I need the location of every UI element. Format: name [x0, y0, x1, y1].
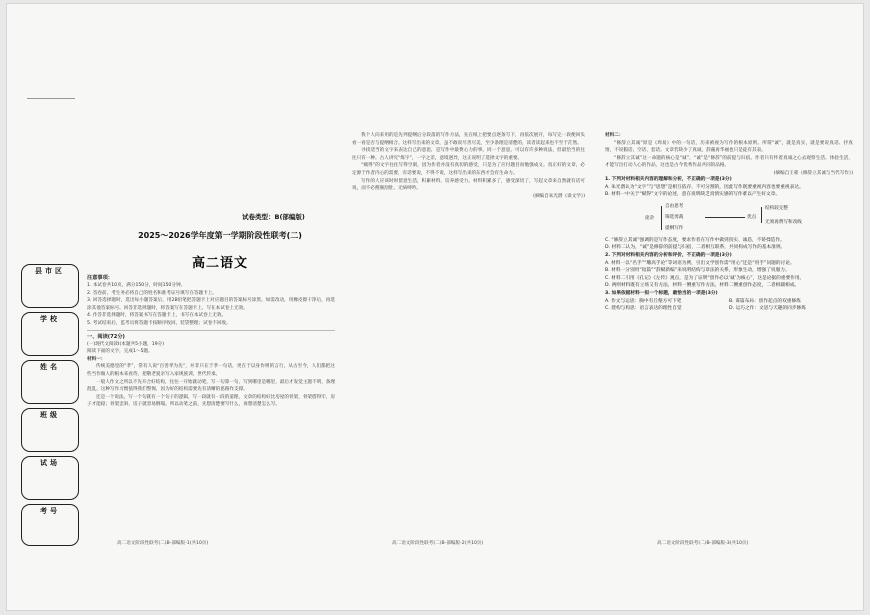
paragraph: 传统美德里的“孝”，常有人说“百善孝为先”，并非只在于孝一句话，更在于以身作则的言行，从古至今，人们都把这些当作做人的根本来看待，把敬老爱亲写入家规族训，世代传承。 [87, 364, 335, 377]
option-row [605, 298, 853, 306]
option: B. 材料一中关于“赋得”文字的论述，意在说明缺乏真情实感的写作难以产生好文章。 [605, 192, 781, 198]
option-row [605, 305, 853, 313]
note-item: 1. 本试卷共10页，满分150分，时间150分钟。 [87, 283, 186, 288]
question-1: 1. 下列对材料相关内容的理解和分析，不正确的一项是(3分) [605, 176, 732, 182]
name-label: 姓名 [40, 363, 60, 371]
diagram-step: 自由思考 [665, 203, 684, 209]
diagram-step: 提纲写作 [665, 225, 684, 231]
option: D. 两则材料既有立场又有方法，材料一侧重写作方法，材料二侧重创作态度，二者相辅相成。 [605, 283, 800, 289]
source-citation: (摘编自王蒙《修辞立其诚与当代写作》) [773, 170, 853, 176]
column-2 [352, 132, 585, 199]
diagram-result: 无须再费写和改线 [765, 219, 802, 225]
exam-title: 2025～2026学年度第一学期阶段性联考(二) [138, 231, 302, 240]
option: A. 朱光潜认为“文字”与“思想”是相互依存、不可分割的，因此写作既要重视内容也要重视表达。 [605, 184, 804, 190]
binding-info-strip [21, 264, 79, 546]
option: C. 建构与构思：语言表达的理性自觉 [605, 306, 682, 312]
diagram-out: 优点 [747, 214, 757, 220]
column-3 [605, 132, 853, 313]
page-footer-3: 高二语文阶段性联考(二)B-部编版-3(共10页) [657, 541, 749, 546]
paragraph: 写作的人应该时时留意生活，积累材料，培养感受力。材料积累多了，感受深切了，写起文章来自然就有话可说，而不必搜肠刮肚、无病呻吟。 [352, 178, 585, 192]
exam-sheet [6, 3, 864, 611]
paragraph: 还是一个说法，写一个句就有一个句子的逻辑，写一段就有一段的道理，文章的结构好比房屋的骨架，骨架搭得牢，房子才能稳；骨架歪斜，房子就容易倒塌。所以动笔之前，先想清楚要写什么，再想清楚怎么写。 [87, 394, 335, 408]
source-citation: (摘编自朱光潜《谈文学》) [533, 193, 585, 199]
diagram-left: 庞杂 [645, 215, 655, 221]
paragraph: “赋得”的文字往往写得空洞，因为作者并没有真切的感受，只是为了应付题目而勉强成文。真正好的文章，必定源于作者内心的需要，有话要说，不得不说，这样写出来的东西才会有生命力。 [352, 163, 585, 176]
subject-title: 高二语文 [191, 256, 248, 271]
option: C. 材料二引用《孔记》《左传》观点，是为了证明“创作必以‘诚’为核心”，这是论据的重要作用。 [605, 275, 805, 281]
school-label: 学校 [40, 315, 60, 323]
notes-heading: 注意事项： [87, 275, 113, 281]
paragraph: “修辞立其诚”这一命题的核心是“诚”，“诚”是“修辞”的前提与归宿。作者只有怀着真诚之心去观察生活、体验生活，才能写出打动人心的作品，这也是古今优秀作品共同的品格。 [605, 155, 853, 169]
binding-divider [27, 98, 75, 99]
option: D. 材料二认为，“诚”是修辞的前提与归宿，二者相互联系，共同构成写作的基本准则。 [605, 245, 786, 251]
note-item: 2. 答卷前，考生务必将自己的姓名和准考证号填写在答题卡上。 [87, 290, 217, 296]
note-item: 4. 作答非选择题时，将答案书写在答题卡上，书写在本试卷上无效。 [87, 313, 227, 319]
option: C. “修辞立其诚”强调的是写作态度，要求作者在写作中做到真实、诚恳，不矫揉造作。 [605, 237, 785, 243]
note-item: 3. 回答选择题时，选出每小题答案后，用2B铅笔把答题卡上对应题目的答案标号涂黑。如需改动，用橡皮擦干净后，再选涂其他答案标号。回答非选择题时，将答案写在答题卡上，写在本试卷上无效。 [87, 298, 335, 311]
column-1 [87, 274, 335, 409]
note-item: 5. 考试结束后，监考员将答题卡按顺序收回，装袋整理；试卷不回收。 [87, 320, 231, 326]
question-3: 3. 如果依据材料一拟一个标题，最恰当的一项是(3分) [605, 290, 718, 296]
option: A. 材料一以“名手”“雕高手论”等词语为例，引出文学创作需“用心”还是“用手”问题的讨论。 [605, 260, 795, 266]
exam-room-label: 试场 [40, 459, 60, 467]
paragraph: 我个人向来用的是先列提纲后分段落的写作方法，先在纸上把要点逐条写下，再依次展开，每写完一段便回头看一看是否与提纲相合。这样写出来的文章，虽不敢说尽善尽美，至少条理是清楚的，读者读起来也不至于茫然。 [352, 133, 585, 146]
diagram-result: 结构较完整 [765, 205, 788, 211]
option: D. 运巧之作：文思与天趣的同步修炼 [729, 306, 806, 312]
option: B. 材料一分别用“短篇”“辞赋新编”来说明结构与章法的关系，形象生动，增强了说服力。 [605, 268, 790, 274]
county-label: 县市区 [35, 267, 65, 275]
material-label: 材料二： [605, 133, 624, 138]
paragraph: 一般人作文之所以不先开合好结构，往往一开始就动笔，写一句算一句，写到哪里是哪里，最后才发觉主题不明，条理混乱。这种写作习惯值得我们警惕，因为好的结构需要先有清晰的思路作支撑。 [87, 379, 335, 393]
diagram-bracket [661, 206, 662, 230]
paragraph: “修辞立其诚”原是《周易》中的一句话，历来被视为写作的根本原则。所谓“诚”，就是真实，就是要说真话、抒真情，不说假话、空话、套话。文章若缺少了真诚，辞藻再华丽也只是徒有其表。 [605, 140, 853, 154]
subsection-heading: (一)现代文阅读Ⅰ(本题共5小题，19分) [87, 341, 165, 347]
option: B. 谋篇布局：创作起点的双重修炼 [729, 298, 801, 304]
exam-number-label: 考号 [40, 507, 60, 515]
diagram-bracket [761, 207, 762, 223]
section-heading: 一、阅读(72分) [87, 333, 125, 340]
instruction: 阅读下面的文字，完成1～5题。 [87, 349, 153, 355]
diagram-step: 筛选剪裁 [665, 214, 684, 220]
structure-diagram [605, 201, 853, 235]
diagram-arrow [705, 217, 745, 218]
option: A. 作文与运思：胸中有丘壑方可下笔 [605, 298, 682, 304]
divider [87, 330, 335, 331]
exam-type: 试卷类型：B(部编版) [242, 213, 305, 221]
paragraph: 寻找适当的文字来表达自己的意思，是写作中最费心力的事。同一个意思，可以有许多种说法，但最恰当的往往只有一种。古人讲究“炼字”，一字之差，意境迥异，这正说明了选择文字的重要。 [352, 148, 585, 161]
page-footer-1: 高二语文阶段性联考(二)B-部编版-1(共10页) [117, 541, 209, 546]
page-footer-2: 高二语文阶段性联考(二)B-部编版-2(共10页) [392, 541, 484, 546]
question-2: 2. 下列对材料相关内容的分析和评价，不正确的一项是(3分) [605, 252, 732, 258]
class-label: 班级 [40, 411, 60, 419]
material-label: 材料一： [87, 356, 106, 362]
